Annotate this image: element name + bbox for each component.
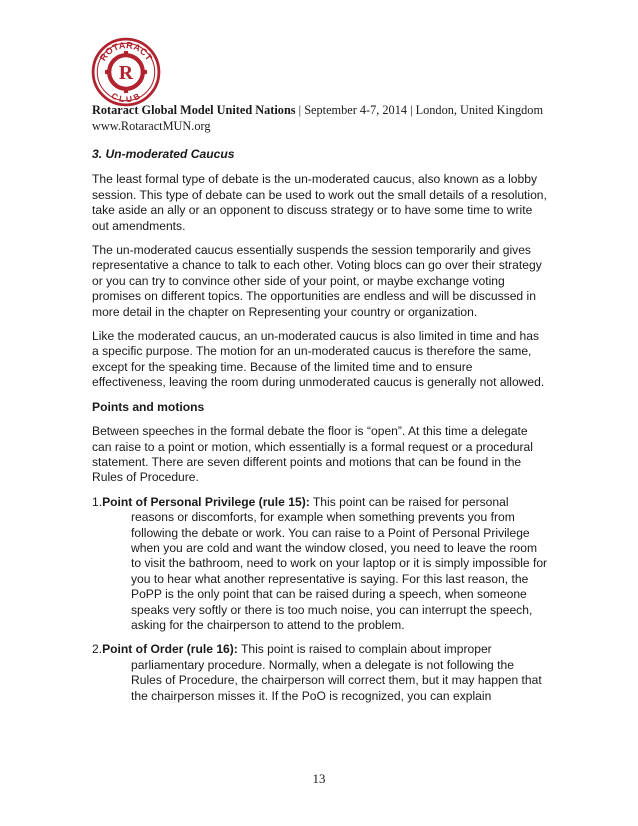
paragraph: Like the moderated caucus, an un-moderated caucus is also limited in time and has a specific purpose. The motion for an un-moderated caucus is therefore the same, except for the speaking time. Because of the limited time and to ensure effectiveness, leaving the room during unmoderated caucus is generally not allowed.	[92, 329, 545, 390]
item-title: Point of Order (rule 16):	[102, 642, 238, 657]
logo-top-text: ROTARACT	[97, 40, 155, 63]
logo-bottom-text: CLUB	[109, 90, 143, 105]
header-sep-1: |	[295, 103, 305, 117]
header-date: September 4-7, 2014	[304, 103, 407, 117]
item-number: 2.	[92, 642, 103, 657]
paragraph: The least formal type of debate is the un-moderated caucus, also known as a lobby session. This type of debate can be used to work out the small details of a resolution, take aside an ally or an opponent to discuss strategy or to have some time to write out amendments.	[92, 172, 547, 233]
item-text: This point is raised to complain about improper parliamentary procedure. Normally, when a delegate is not following the Rules of Procedure, the chairperson will correct them, but it may happen that the chairperson misses it. If the PoO is recognized, you can explain	[131, 642, 542, 703]
subheading: Points and motions	[92, 399, 205, 414]
section-title: 3. Un-moderated Caucus	[92, 147, 235, 161]
logo-letter: R	[118, 63, 134, 84]
rotaract-club-logo	[91, 37, 161, 107]
item-number: 1.	[92, 494, 103, 509]
list-item	[92, 495, 548, 634]
intro-paragraph: Between speeches in the formal debate the floor is “open”. At this time a delegate can raise to a point or motion, which essentially is a formal request or a procedural statement. There are seven different points and motions that can be found in the Rules of Procedure.	[92, 424, 533, 485]
header-sep-2: |	[407, 103, 416, 117]
document-header	[92, 102, 552, 134]
list-item	[92, 642, 548, 704]
document-body	[92, 147, 548, 713]
page-number: 13	[312, 771, 326, 786]
item-text: This point can be raised for personal reasons or discomforts, for example when something prevents you from following the debate or work. You can raise to a Point of Personal Privilege when you are cold and want the window closed, you need to leave the room to visit the bathroom, need to work on your laptop or it is simply impossible for you to hear what another representative is saying. For this last reason, the PoPP is the only point that can be raised during a speech, when someone speaks very softly or there is too much noise, you can interrupt the speech, asking for the chairperson to attend to the problem.	[131, 494, 548, 632]
header-org: Rotaract Global Model United Nations	[92, 103, 296, 117]
item-title: Point of Personal Privilege (rule 15):	[102, 494, 310, 509]
header-location: London, United Kingdom	[415, 103, 544, 117]
header-website: www.RotaractMUN.org	[92, 119, 211, 133]
paragraph: The un-moderated caucus essentially suspends the session temporarily and gives representative a chance to talk to each other. Voting blocs can go over their strategy or you can try to convince other side of your point, or maybe exchange voting promises on different topics. The opportunities are endless and will be discussed in more detail in the chapter on Representing your country or organization.	[92, 243, 542, 319]
